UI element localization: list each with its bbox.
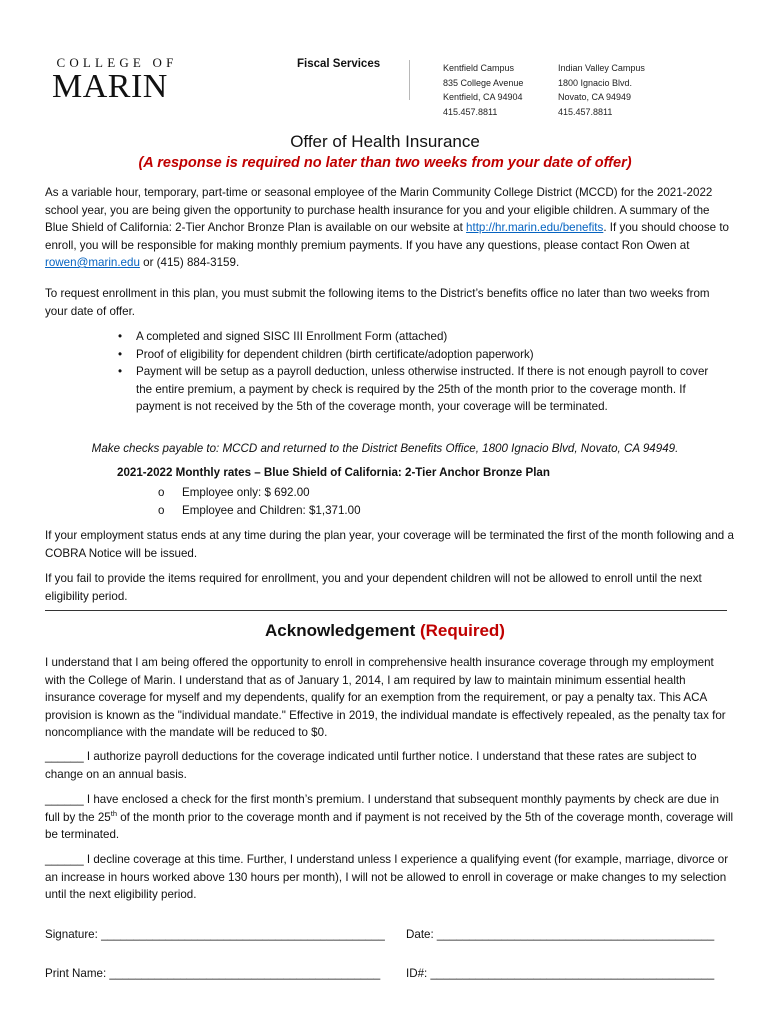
header-divider [409, 60, 410, 100]
bullet-icon: • [118, 347, 123, 361]
rate-text: Employee only: $ 692.00 [182, 486, 310, 499]
logo-line-2: MARIN [52, 68, 168, 105]
college-logo [52, 56, 182, 104]
benefits-link[interactable]: http://hr.marin.edu/benefits [466, 221, 604, 234]
acknowledgement-paragraph: I understand that I am being offered the opportunity to enroll in comprehensive health insurance coverage through my employment with the College of Marin. I understand that as of January 1, 2014, I am required by law to maintain minimum essential health insurance coverage for myself and my dependents, qualify for an exemption from the requirement, or pay a penalty tax. This ACA provision is known as the "individual mandate." Effective in 2019, the individual mandate is effectively repealed, as the penalty tax for noncompliance with the mandate will be reduced to $0. [45, 656, 726, 739]
payroll-deduction-option: ______ I authorize payroll deductions for the coverage indicated until further notice. I understand that these rates are subject to change on an annual basis. [45, 750, 697, 781]
list-item [118, 363, 718, 416]
kentfield-phone: 415.457.8811 [443, 106, 498, 117]
check-enclosed-option [45, 791, 735, 844]
requirements-list [118, 328, 718, 416]
kentfield-street: 835 College Avenue [443, 77, 524, 88]
circle-bullet-icon: o [158, 486, 165, 499]
required-label: (Required) [419, 621, 505, 640]
termination-paragraph: If your employment status ends at any time during the plan year, your coverage will be terminated the first of the month following and a COBRA Notice will be issued. [45, 529, 734, 560]
kentfield-city: Kentfield, CA 94904 [443, 92, 523, 102]
intro-text-2: . If you should choose to enroll, you will be responsible for making monthly premium payments. If you have any questions, please contact Ron Owen at [45, 221, 730, 252]
rates-list [158, 484, 361, 519]
acknowledgement-title [0, 621, 770, 641]
list-item-text: Proof of eligibility for dependent children (birth certificate/adoption paperwork) [136, 347, 534, 361]
ordinal-suffix: th [110, 808, 118, 818]
kentfield-name: Kentfield Campus [443, 63, 515, 73]
kentfield-campus-address [443, 61, 523, 119]
request-paragraph: To request enrollment in this plan, you must submit the following items to the District’s benefits office no later than two weeks from your date of offer. [45, 287, 710, 318]
indian-valley-street: 1800 Ignacio Blvd. [558, 77, 633, 88]
list-item [158, 502, 361, 520]
intro-paragraph [45, 184, 735, 272]
decline-coverage-option: ______ I decline coverage at this time. Further, I understand unless I experience a qualifying event (for example, marriage, divorce or an increase in hours worked above 130 hours per month), I will not be allowed to enroll in coverage or make changes to my selection until the next eligibility period. [45, 853, 729, 901]
indian-valley-city: Novato, CA 94949 [558, 92, 632, 102]
indian-valley-campus-address [558, 61, 645, 119]
section-divider [45, 610, 727, 611]
list-item [118, 346, 718, 364]
date-field[interactable]: Date: ___________________________________________ [406, 928, 715, 941]
signature-field[interactable]: Signature: ____________________________________________ [45, 928, 385, 941]
email-link[interactable]: rowen@marin.edu [45, 256, 140, 269]
rate-text: Employee and Children: $1,371.00 [182, 503, 361, 517]
option-text-b: of the month prior to the coverage month and if payment is not received by the 5th of the coverage month, coverage will be terminated. [45, 810, 734, 841]
option-text-a: ______ I have enclosed a check for the first month’s premium. I understand that subsequent monthly payments by check are due in full by the 25 [45, 793, 719, 824]
failure-paragraph: If you fail to provide the items required for enrollment, you and your dependent children will not be allowed to enroll until the next eligibility period. [45, 572, 702, 603]
indian-valley-name: Indian Valley Campus [558, 63, 645, 73]
response-deadline: (A response is required no later than two weeks from your date of offer) [138, 155, 632, 171]
logo-line-1: COLLEGE OF [56, 55, 178, 70]
list-item [158, 484, 361, 502]
print-name-field[interactable]: Print Name: __________________________________________ [45, 967, 381, 980]
intro-text-3: or (415) 884-3159. [139, 256, 240, 269]
list-item-text: Payment will be setup as a payroll deduction, unless otherwise instructed. If there is not enough payroll to cover the entire premium, a payment by check is required by the 25th of the month prior to the coverage month. If payment is not received by the 5th of the coverage month, your coverage will be terminated. [136, 365, 709, 413]
page-title: Offer of Health Insurance [290, 132, 480, 151]
circle-bullet-icon: o [158, 503, 165, 517]
acknowledgement-label: Acknowledgement [265, 621, 416, 640]
list-item [118, 328, 718, 346]
id-field[interactable]: ID#: ____________________________________________ [406, 967, 715, 980]
department-name: Fiscal Services [297, 58, 381, 70]
bullet-icon: • [118, 330, 123, 343]
intro-text-1: As a variable hour, temporary, part-time or seasonal employee of the Marin Community College District (MCCD) for the 2021-2022 school year, you are being given the opportunity to purchase health insurance for you and your eligible children. A summary of the Blue Shield of California: 2-Tier Anchor Bronze Plan is available on our website at [45, 186, 713, 234]
rates-heading: 2021-2022 Monthly rates – Blue Shield of California: 2-Tier Anchor Bronze Plan [117, 466, 550, 479]
checks-payable-note: Make checks payable to: MCCD and returned to the District Benefits Office, 1800 Ignacio Blvd, Novato, CA 94949. [91, 442, 679, 455]
list-item-text: A completed and signed SISC III Enrollment Form (attached) [136, 330, 448, 343]
indian-valley-phone: 415.457.8811 [558, 106, 613, 117]
bullet-icon: • [118, 365, 123, 378]
